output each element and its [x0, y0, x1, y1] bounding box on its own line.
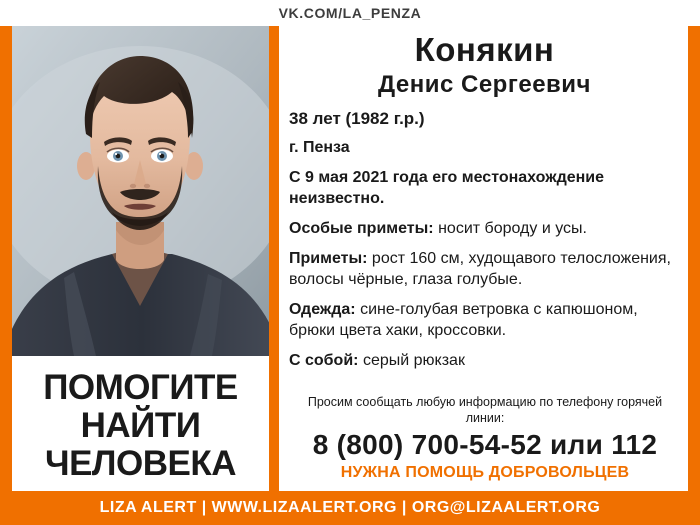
right-column — [279, 26, 688, 491]
missing-since-text: С 9 мая 2021 года его местонахождение неизвестно. — [289, 169, 605, 207]
help-slogan-line-1: ПОМОГИТЕ — [43, 367, 238, 407]
vk-link-text: VK.COM/LA_PENZA — [278, 5, 422, 21]
top-bar — [0, 0, 700, 26]
detail-label-belongings: С собой: — [289, 352, 359, 369]
detail-value-appearance: рост 160 см, худощавого телосложения, волосы чёрные, глаза голубые. — [289, 250, 671, 288]
detail-value-belongings: серый рюкзак — [358, 352, 465, 369]
frame-left-bar — [0, 26, 12, 491]
person-age: 38 лет (1982 г.р.) — [289, 109, 425, 128]
hotline-phone[interactable]: 8 (800) 700-54-52 или 112 — [312, 429, 658, 460]
detail-value-special-marks: носит бороду и усы. — [433, 220, 587, 237]
person-city: г. Пенза — [289, 139, 350, 156]
footer-text[interactable]: LIZA ALERT | WWW.LIZAALERT.ORG | ORG@LIZAALERT.ORG — [99, 499, 601, 516]
help-slogan-line-2: НАЙТИ — [80, 405, 201, 445]
detail-row-appearance — [289, 248, 680, 290]
frame-center-divider — [269, 26, 279, 491]
footer-bar — [0, 491, 700, 525]
detail-value-clothing: сине-голубая ветровка с капюшоном, брюки цвета хаки, кроссовки. — [289, 301, 638, 339]
detail-label-clothing: Одежда: — [289, 301, 356, 318]
detail-label-special-marks: Особые приметы: — [289, 220, 434, 237]
contact-block — [289, 394, 681, 483]
frame-right-bar — [688, 26, 700, 491]
help-slogan — [12, 356, 269, 491]
person-surname: Конякин — [414, 31, 555, 68]
detail-row-belongings — [289, 350, 680, 371]
help-slogan-line-3: ЧЕЛОВЕКА — [45, 443, 236, 483]
left-column — [12, 26, 269, 491]
volunteers-needed-text: НУЖНА ПОМОЩЬ ДОБРОВОЛЬЦЕВ — [340, 464, 630, 481]
person-photo-illustration — [12, 26, 269, 356]
person-photo — [12, 26, 269, 356]
detail-row-special-marks — [289, 218, 680, 239]
detail-row-clothing — [289, 299, 680, 341]
call-note: Просим сообщать любую информацию по телефону горячей линии: — [307, 395, 663, 425]
detail-label-appearance: Приметы: — [289, 250, 368, 267]
person-given-names: Денис Сергеевич — [378, 71, 591, 98]
